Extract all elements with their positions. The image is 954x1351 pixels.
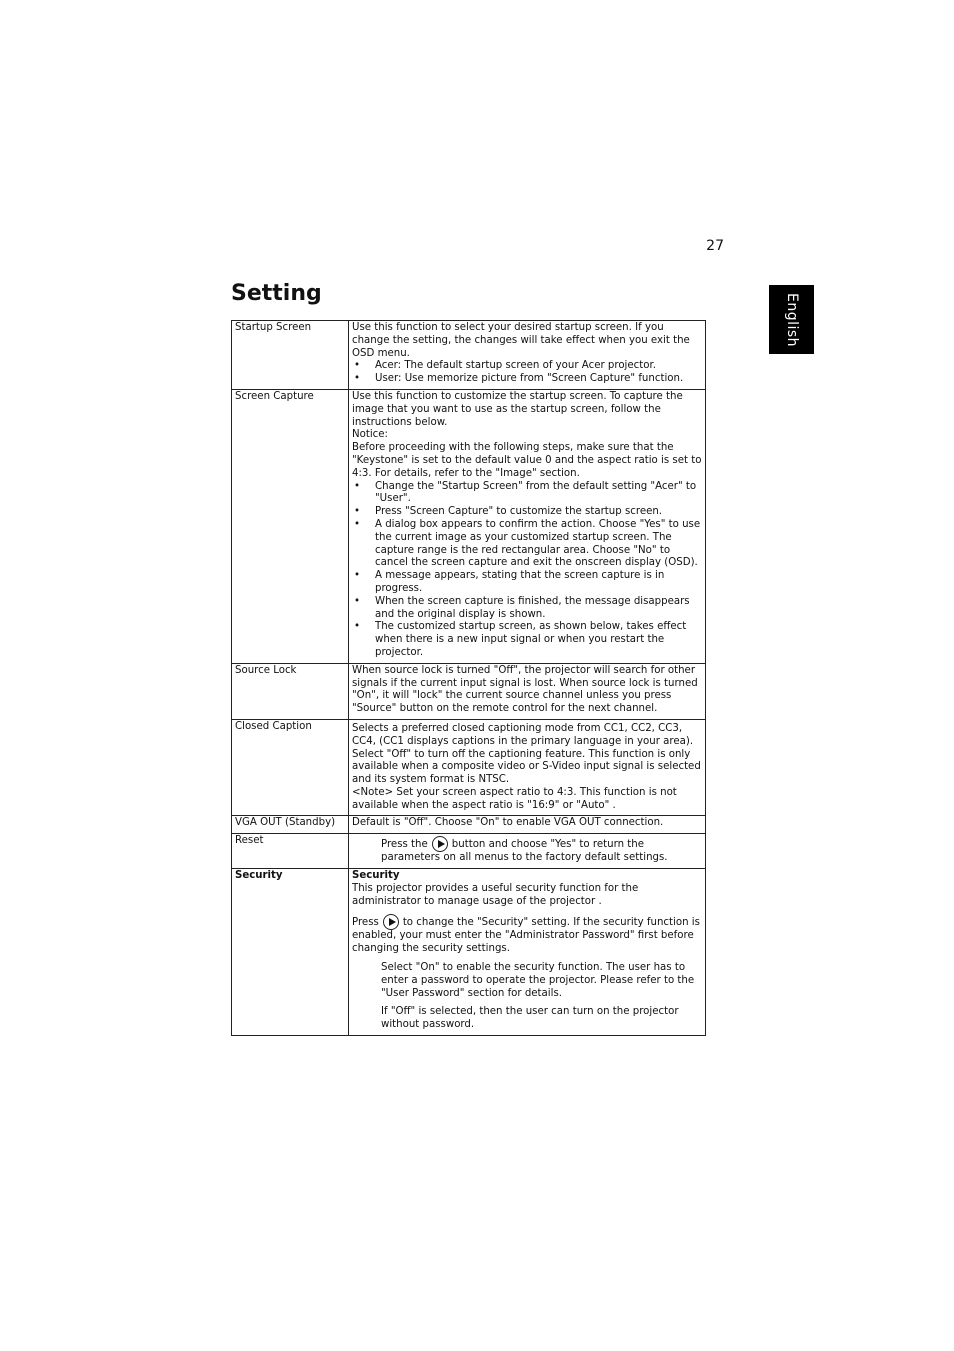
list-item: • A message appears, stating that the screen capture is in progress. [352, 570, 702, 596]
page-title: Setting [231, 281, 322, 306]
play-button-icon [432, 836, 448, 852]
play-button-icon [383, 914, 399, 930]
settings-table [231, 320, 706, 1036]
description-text: Use this function to select your desired startup screen. If you change the setting, the changes will take effect when you exit the OSD menu. [352, 322, 690, 359]
setting-description [349, 869, 706, 1036]
security-on-text: Select "On" to enable the security function. The user has to enter a password to operate the projector. Please refer to the "User Password" section for details. [381, 962, 695, 999]
reset-text-post: button and choose "Yes" to return the parameters on all menus to the factory default settings. [381, 839, 668, 864]
list-item: • When the screen capture is finished, the message disappears and the original display is shown. [352, 596, 702, 622]
notice-label: Notice: [352, 429, 388, 441]
notice-text: Before proceeding with the following steps, make sure that the "Keystone" is set to the default value 0 and the aspect ratio is set to 4:3. For details, refer to the "Image" section. [352, 442, 702, 479]
table-row [232, 834, 706, 869]
setting-name: Security [232, 869, 349, 1036]
list-item: • A dialog box appears to confirm the action. Choose "Yes" to use the current image as your customized startup screen. The capture range is the red rectangular area. Choose "No" to cancel the screen capture and exit the onscreen display (OSD). [352, 519, 702, 570]
setting-name: VGA OUT (Standby) [232, 816, 349, 834]
table-row [232, 816, 706, 834]
table-row [232, 719, 706, 816]
setting-name: Screen Capture [232, 389, 349, 663]
setting-description [349, 816, 706, 834]
setting-description [349, 834, 706, 869]
description-text: Use this function to customize the startup screen. To capture the image that you want to use as the startup screen, follow the instructions below. [352, 390, 683, 428]
note-text: <Note> Set your screen aspect ratio to 4:3. This function is not available when the aspect ratio is "16:9" or "Auto" . [352, 786, 677, 811]
list-item: • Press "Screen Capture" to customize the startup screen. [352, 506, 702, 519]
description-text: When source lock is turned "Off", the projector will search for other signals if the current input signal is lost. When source lock is turned "On", it will "lock" the current source channel unless you press "Source" button on the remote control for the next channel. [352, 664, 698, 715]
list-item: • The customized startup screen, as shown below, takes effect when there is a new input signal or when you restart the projector. [352, 621, 702, 659]
setting-description [349, 719, 706, 816]
language-tab [769, 285, 814, 354]
table-row [232, 663, 706, 719]
setting-name: Reset [232, 834, 349, 869]
page-number: 27 [706, 238, 724, 254]
setting-name: Closed Caption [232, 719, 349, 816]
setting-name: Startup Screen [232, 321, 349, 390]
list-item: • User: Use memorize picture from "Screen Capture" function. [352, 373, 702, 386]
language-tab-label: English [783, 292, 800, 347]
security-press-pre: Press [352, 917, 379, 929]
list-item: • Acer: The default startup screen of your Acer projector. [352, 360, 702, 373]
reset-text-pre: Press the [381, 839, 428, 851]
table-row [232, 321, 706, 390]
reset-text [352, 836, 702, 865]
list-item: • Change the "Startup Screen" from the default setting "Acer" to "User". [352, 481, 702, 507]
security-title: Security [352, 870, 400, 882]
security-press-text [352, 914, 702, 956]
setting-name: Source Lock [232, 663, 349, 719]
bullet-list [352, 360, 702, 386]
security-press-post: to change the "Security" setting. If the security function is enabled, your must enter the "Administrator Password" first before changing the security settings. [352, 917, 700, 955]
setting-description [349, 389, 706, 663]
setting-description [349, 321, 706, 390]
setting-description [349, 663, 706, 719]
description-text: This projector provides a useful security function for the administrator to manage usage of the projector . [352, 882, 639, 907]
security-off-text: If "Off" is selected, then the user can turn on the projector without password. [381, 1006, 679, 1031]
description-text: Default is "Off". Choose "On" to enable VGA OUT connection. [352, 817, 664, 829]
description-text: Selects a preferred closed captioning mode from CC1, CC2, CC3, CC4, (CC1 displays captions in the primary language in your area). Select "Off" to turn off the captioning feature. This function is only available when a composite video or S-Video input signal is selected and its system format is NTSC. [352, 722, 701, 786]
table-row [232, 869, 706, 1036]
table-row [232, 389, 706, 663]
bullet-list [352, 481, 702, 660]
